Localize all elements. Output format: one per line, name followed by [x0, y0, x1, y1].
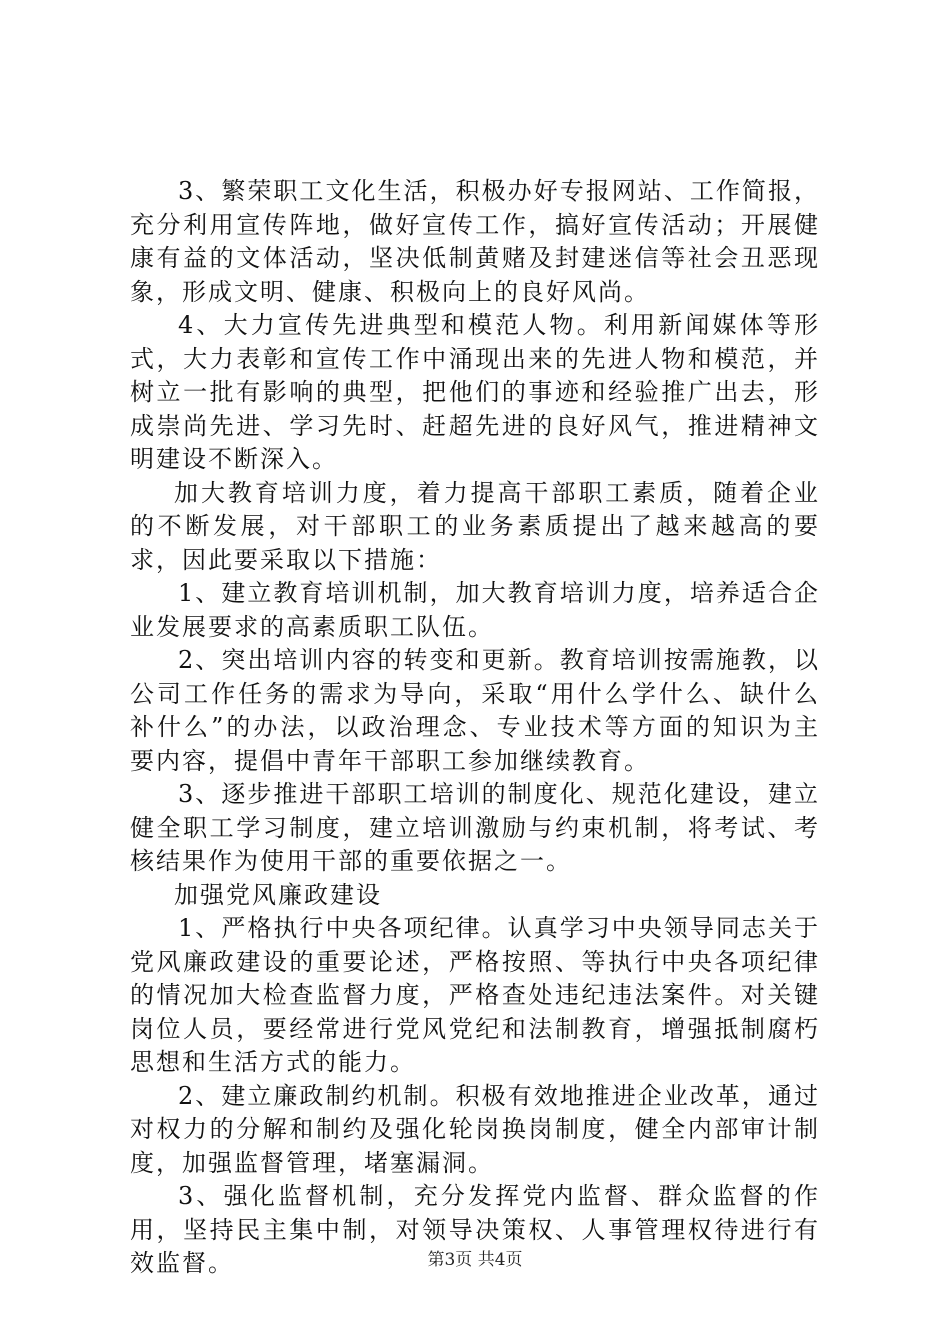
- paragraph-training-3: 3、逐步推进干部职工培训的制度化、规范化建设，建立健全职工学习制度，建立培训激励与约束机制，将考试、考核结果作为使用干部的重要依据之一。: [130, 780, 820, 875]
- paragraph-models: 4、大力宣传先进典型和模范人物。利用新闻媒体等形式，大力表彰和宣传工作中涌现出来的先进人物和模范，并树立一批有影响的典型，把他们的事迹和经验推广出去，形成崇尚先进、学习先时、赶超先进的良好风气，推进精神文明建设不断深入。: [130, 311, 820, 473]
- paragraph-training-2: 2、突出培训内容的转变和更新。教育培训按需施教，以公司工作任务的需求为导向，采取“用什么学什么、缺什么补什么”的办法，以政治理念、专业技术等方面的知识为主要内容，提倡中青年干部职工参加继续教育。: [130, 646, 820, 775]
- paragraph-integrity-3: 3、强化监督机制，充分发挥党内监督、群众监督的作用，坚持民主集中制，对领导决策权、人事管理权待进行有效监督。: [130, 1182, 820, 1277]
- paragraph-training-intro: 加大教育培训力度，着力提高干部职工素质，随着企业的不断发展，对干部职工的业务素质提出了越来越高的要求，因此要采取以下措施：: [130, 478, 820, 574]
- paragraph-culture: 3、繁荣职工文化生活，积极办好专报网站、工作简报，充分利用宣传阵地，做好宣传工作，搞好宣传活动；开展健康有益的文体活动，坚决低制黄赌及封建迷信等社会丑恶现象，形成文明、健康、积极向上的良好风尚。: [130, 177, 820, 306]
- document-body: [130, 175, 820, 1281]
- page-number-footer: 第3页 共4页: [427, 1250, 523, 1270]
- paragraph-integrity-2: 2、建立廉政制约机制。积极有效地推进企业改革，通过对权力的分解和制约及强化轮岗换岗制度，健全内部审计制度，加强监督管理，堵塞漏洞。: [130, 1081, 820, 1177]
- paragraph-training-1: 1、建立教育培训机制，加大教育培训力度，培养适合企业发展要求的高素质职工队伍。: [130, 579, 820, 641]
- paragraph-integrity-1: 1、严格执行中央各项纪律。认真学习中央领导同志关于党风廉政建设的重要论述，严格按照、等执行中央各项纪律的情况加大检查监督力度，严格查处违纪违法案件。对关键岗位人员，要经常进行党风党纪和法制教育，增强抵制腐朽思想和生活方式的能力。: [130, 914, 820, 1076]
- section-heading-integrity: 加强党风廉政建设: [174, 880, 382, 909]
